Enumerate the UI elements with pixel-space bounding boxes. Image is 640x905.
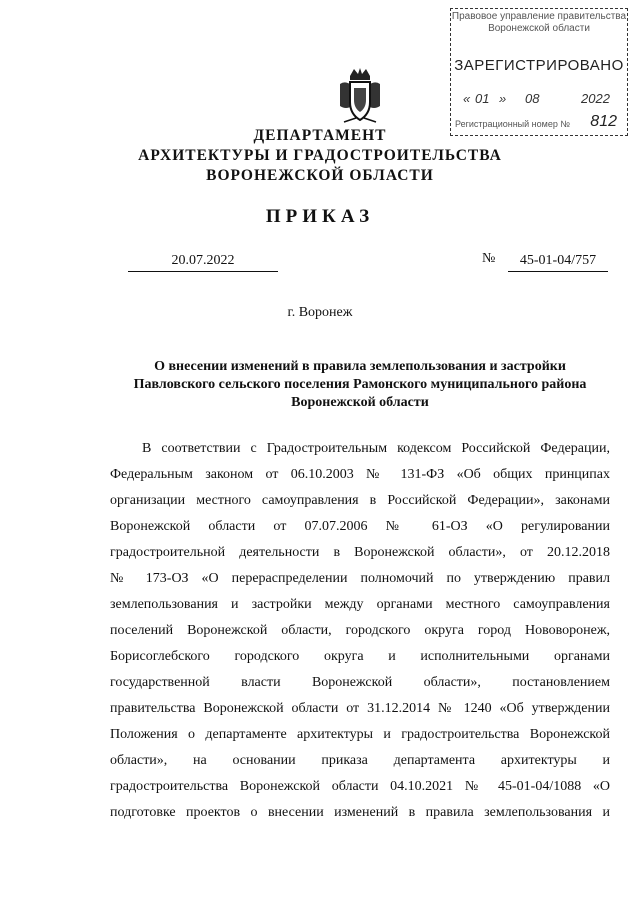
department-line: ДЕПАРТАМЕНТ bbox=[253, 127, 387, 144]
body-line: организации местного самоуправления в Российской Федерации», законами bbox=[110, 493, 610, 508]
subject-line: О внесении изменений в правила землепользования и застройки bbox=[154, 359, 566, 374]
stamp-number-label: Регистрационный номер № bbox=[455, 119, 571, 129]
body-line: правительства Воронежской области от 31.12.2014 № 1240 «Об утверждении bbox=[110, 701, 610, 716]
order-subject bbox=[110, 358, 610, 412]
department-line: ВОРОНЕЖСКОЙ ОБЛАСТИ bbox=[206, 167, 434, 184]
stamp-registered-label: ЗАРЕГИСТРИРОВАНО bbox=[454, 57, 624, 74]
stamp-org-line: Правовое управление правительства bbox=[451, 11, 627, 22]
stamp-org-line: Воронежской области bbox=[488, 23, 590, 34]
number-sign: № bbox=[482, 251, 496, 266]
body-line: градостроительной деятельности в Воронежской области», от 20.12.2018 bbox=[110, 545, 610, 560]
order-date: 20.07.2022 bbox=[128, 253, 278, 272]
subject-line: Воронежской области bbox=[291, 395, 429, 410]
document-type-title: ПРИКАЗ bbox=[265, 206, 375, 227]
body-line: Борисоглебского городского округа и исполнительными органами bbox=[110, 649, 610, 664]
department-line: АРХИТЕКТУРЫ И ГРАДОСТРОИТЕЛЬСТВА bbox=[138, 147, 502, 164]
body-line: градостроительства Воронежской области 04.10.2021 № 45-01-04/1088 «О bbox=[110, 779, 610, 794]
order-number: 45-01-04/757 bbox=[508, 253, 608, 272]
stamp-year: 2022 bbox=[581, 91, 610, 106]
coat-of-arms-icon bbox=[336, 66, 384, 124]
body-line: Воронежской области от 07.07.2006 № 61-ОЗ «О регулировании bbox=[110, 519, 610, 534]
body-line: поселений Воронежской области, городского округа город Нововоронеж, bbox=[110, 623, 610, 638]
stamp-day: 01 bbox=[475, 91, 490, 106]
stamp-month: 08 bbox=[525, 91, 540, 106]
body-line: В соответствии с Градостроительным кодексом Российской Федерации, bbox=[142, 441, 610, 456]
stamp-number: 812 bbox=[590, 113, 617, 130]
stamp-date: « 01 » 08 2022 bbox=[463, 91, 610, 106]
stamp-organization bbox=[451, 11, 627, 35]
department-header bbox=[0, 126, 640, 186]
body-line: Федеральным законом от 06.10.2003 № 131-ФЗ «Об общих принципах bbox=[110, 467, 610, 482]
body-line: подготовке проектов о внесении изменений в правила землепользования и bbox=[110, 805, 610, 820]
city: г. Воронеж bbox=[287, 305, 353, 320]
body-line: государственной власти Воронежской области», постановлением bbox=[110, 675, 610, 690]
body-line: Положения о департаменте архитектуры и градостроительства Воронежской bbox=[110, 727, 610, 742]
body-paragraph bbox=[110, 436, 610, 826]
registration-stamp bbox=[450, 8, 628, 136]
subject-line: Павловского сельского поселения Рамонского муниципального района bbox=[133, 377, 587, 392]
body-line: № 173-ОЗ «О перераспределении полномочий по утверждению правил bbox=[110, 571, 610, 586]
body-line: области», на основании приказа департамента архитектуры и bbox=[110, 753, 610, 768]
body-line: землепользования и застройки между органами местного самоуправления bbox=[110, 597, 610, 612]
